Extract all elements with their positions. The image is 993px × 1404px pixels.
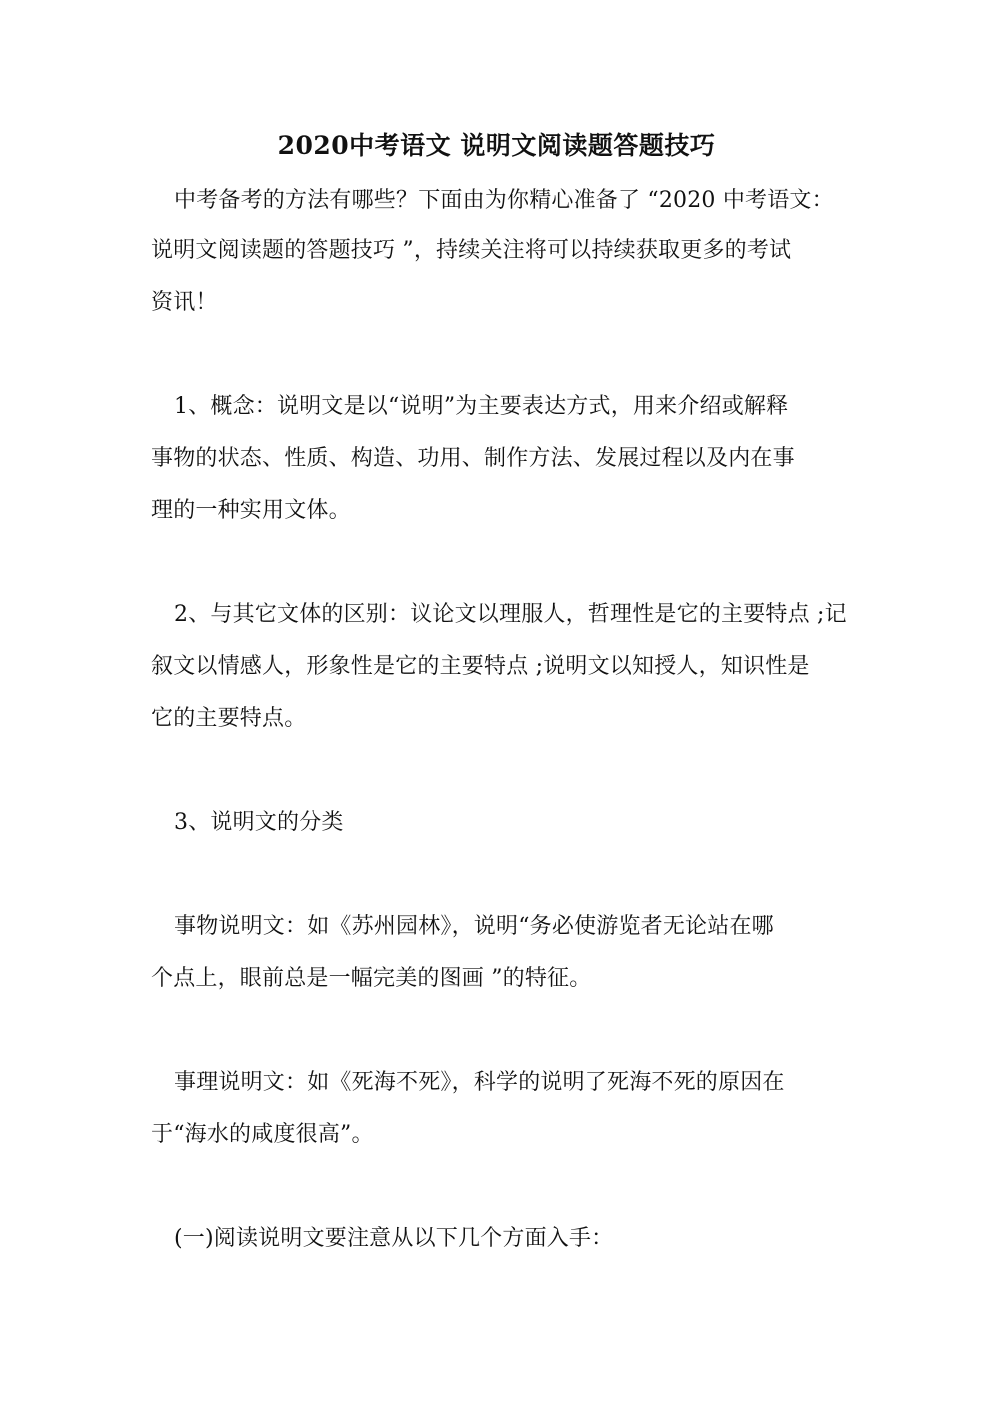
section1-line-2: 事物的状态、性质、构造、功用、制作方法、发展过程以及内在事 [151,446,795,471]
section1-line-1: 1、概念：说明文是以“说明”为主要表达方式，用来介绍或解释 [174,394,789,419]
section2-line-2: 叙文以情感人，形象性是它的主要特点 ;说明文以知授人，知识性是 [151,654,810,679]
reason-expository-line-1: 事理说明文：如《死海不死》，科学的说明了死海不死的原因在 [174,1070,785,1095]
reason-expository-line-2: 于“海水的咸度很高”。 [151,1122,374,1147]
things-expository-line-1: 事物说明文：如《苏州园林》，说明“务必使游览者无论站在哪 [174,914,774,939]
things-expository-line-2: 个点上，眼前总是一幅完美的图画 ”的特征。 [151,966,592,991]
section1-line-3: 理的一种实用文体。 [151,498,351,523]
section2-line-3: 它的主要特点。 [151,706,307,731]
intro-line-3: 资讯！ [151,290,218,315]
intro-line-2: 说明文阅读题的答题技巧 ”，持续关注将可以持续获取更多的考试 [151,238,792,263]
intro-line-1: 中考备考的方法有哪些？下面由为你精心准备了 “2020 中考语文： [174,188,834,213]
section2-line-1: 2、与其它文体的区别：议论文以理服人，哲理性是它的主要特点 ;记 [174,602,847,627]
section3-heading: 3、说明文的分类 [174,810,344,835]
reading-heading: (一)阅读说明文要注意从以下几个方面入手： [174,1226,614,1251]
document-title: 2020中考语文 说明文阅读题答题技巧 [277,131,716,160]
